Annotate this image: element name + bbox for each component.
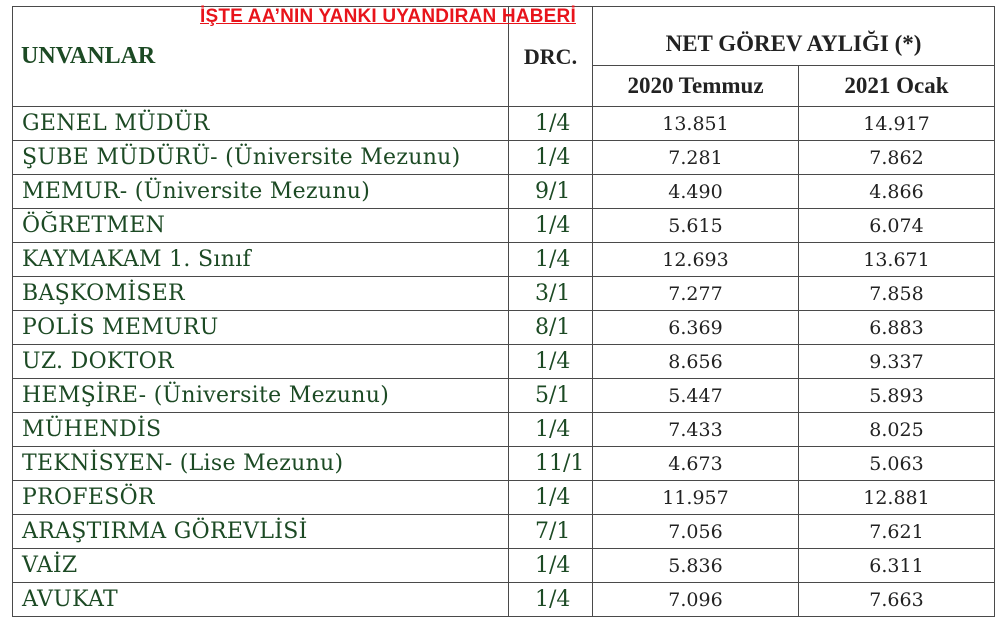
cell-2021-january: 6.074 bbox=[799, 209, 995, 243]
table-row bbox=[13, 175, 995, 209]
table-row bbox=[13, 413, 995, 447]
cell-grade: 5/1 bbox=[509, 379, 593, 413]
cell-2020-july: 5.615 bbox=[593, 209, 799, 243]
table-row bbox=[13, 311, 995, 345]
table-row bbox=[13, 549, 995, 583]
cell-title: AVUKAT bbox=[13, 583, 509, 617]
cell-title: ARAŞTIRMA GÖREVLİSİ bbox=[13, 515, 509, 549]
cell-2021-january: 6.311 bbox=[799, 549, 995, 583]
cell-title: MEMUR- (Üniversite Mezunu) bbox=[13, 175, 509, 209]
cell-2021-january: 7.663 bbox=[799, 583, 995, 617]
cell-2020-july: 7.433 bbox=[593, 413, 799, 447]
table-row bbox=[13, 107, 995, 141]
cell-2020-july: 7.277 bbox=[593, 277, 799, 311]
cell-grade: 1/4 bbox=[509, 141, 593, 175]
cell-2021-january: 5.893 bbox=[799, 379, 995, 413]
cell-2021-january: 6.883 bbox=[799, 311, 995, 345]
cell-2020-july: 7.281 bbox=[593, 141, 799, 175]
cell-grade: 1/4 bbox=[509, 107, 593, 141]
cell-grade: 3/1 bbox=[509, 277, 593, 311]
column-header-2021-january: 2021 Ocak bbox=[799, 66, 995, 107]
cell-grade: 1/4 bbox=[509, 583, 593, 617]
cell-2021-january: 8.025 bbox=[799, 413, 995, 447]
column-header-grade: DRC. bbox=[509, 7, 593, 107]
cell-grade: 1/4 bbox=[509, 209, 593, 243]
cell-grade: 9/1 bbox=[509, 175, 593, 209]
cell-2020-july: 7.056 bbox=[593, 515, 799, 549]
cell-title: KAYMAKAM 1. Sınıf bbox=[13, 243, 509, 277]
cell-grade: 1/4 bbox=[509, 345, 593, 379]
table-row bbox=[13, 447, 995, 481]
cell-2020-july: 4.673 bbox=[593, 447, 799, 481]
cell-grade: 1/4 bbox=[509, 413, 593, 447]
cell-title: TEKNİSYEN- (Lise Mezunu) bbox=[13, 447, 509, 481]
cell-title: MÜHENDİS bbox=[13, 413, 509, 447]
cell-2021-january: 13.671 bbox=[799, 243, 995, 277]
cell-title: UZ. DOKTOR bbox=[13, 345, 509, 379]
column-header-titles: UNVANLAR bbox=[13, 7, 509, 107]
cell-2021-january: 5.063 bbox=[799, 447, 995, 481]
cell-title: ÖĞRETMEN bbox=[13, 209, 509, 243]
cell-title: ŞUBE MÜDÜRÜ- (Üniversite Mezunu) bbox=[13, 141, 509, 175]
cell-grade: 11/1 bbox=[509, 447, 593, 481]
cell-2021-january: 7.858 bbox=[799, 277, 995, 311]
cell-grade: 1/4 bbox=[509, 243, 593, 277]
cell-2020-july: 5.836 bbox=[593, 549, 799, 583]
cell-title: BAŞKOMİSER bbox=[13, 277, 509, 311]
cell-grade: 1/4 bbox=[509, 481, 593, 515]
cell-2020-july: 5.447 bbox=[593, 379, 799, 413]
cell-2020-july: 12.693 bbox=[593, 243, 799, 277]
cell-2021-january: 7.862 bbox=[799, 141, 995, 175]
cell-2021-january: 7.621 bbox=[799, 515, 995, 549]
column-header-2020-july: 2020 Temmuz bbox=[593, 66, 799, 107]
cell-2021-january: 4.866 bbox=[799, 175, 995, 209]
news-banner[interactable]: İŞTE AA’NIN YANKI UYANDIRAN HABERİ bbox=[200, 6, 576, 27]
table-row bbox=[13, 345, 995, 379]
cell-title: HEMŞİRE- (Üniversite Mezunu) bbox=[13, 379, 509, 413]
cell-2020-july: 8.656 bbox=[593, 345, 799, 379]
cell-2021-january: 9.337 bbox=[799, 345, 995, 379]
table-row bbox=[13, 141, 995, 175]
cell-title: VAİZ bbox=[13, 549, 509, 583]
cell-2021-january: 12.881 bbox=[799, 481, 995, 515]
table-row bbox=[13, 209, 995, 243]
table-row bbox=[13, 277, 995, 311]
cell-title: PROFESÖR bbox=[13, 481, 509, 515]
cell-2020-july: 11.957 bbox=[593, 481, 799, 515]
salary-table bbox=[12, 6, 995, 617]
column-header-net-salary: NET GÖREV AYLIĞI (*) bbox=[593, 7, 995, 66]
table-row bbox=[13, 379, 995, 413]
cell-2020-july: 6.369 bbox=[593, 311, 799, 345]
cell-2020-july: 7.096 bbox=[593, 583, 799, 617]
cell-2020-july: 4.490 bbox=[593, 175, 799, 209]
table-row bbox=[13, 243, 995, 277]
cell-grade: 8/1 bbox=[509, 311, 593, 345]
cell-title: POLİS MEMURU bbox=[13, 311, 509, 345]
cell-title: GENEL MÜDÜR bbox=[13, 107, 509, 141]
table-row bbox=[13, 583, 995, 617]
table-row bbox=[13, 515, 995, 549]
cell-2021-january: 14.917 bbox=[799, 107, 995, 141]
cell-grade: 1/4 bbox=[509, 549, 593, 583]
cell-grade: 7/1 bbox=[509, 515, 593, 549]
table-row bbox=[13, 481, 995, 515]
cell-2020-july: 13.851 bbox=[593, 107, 799, 141]
